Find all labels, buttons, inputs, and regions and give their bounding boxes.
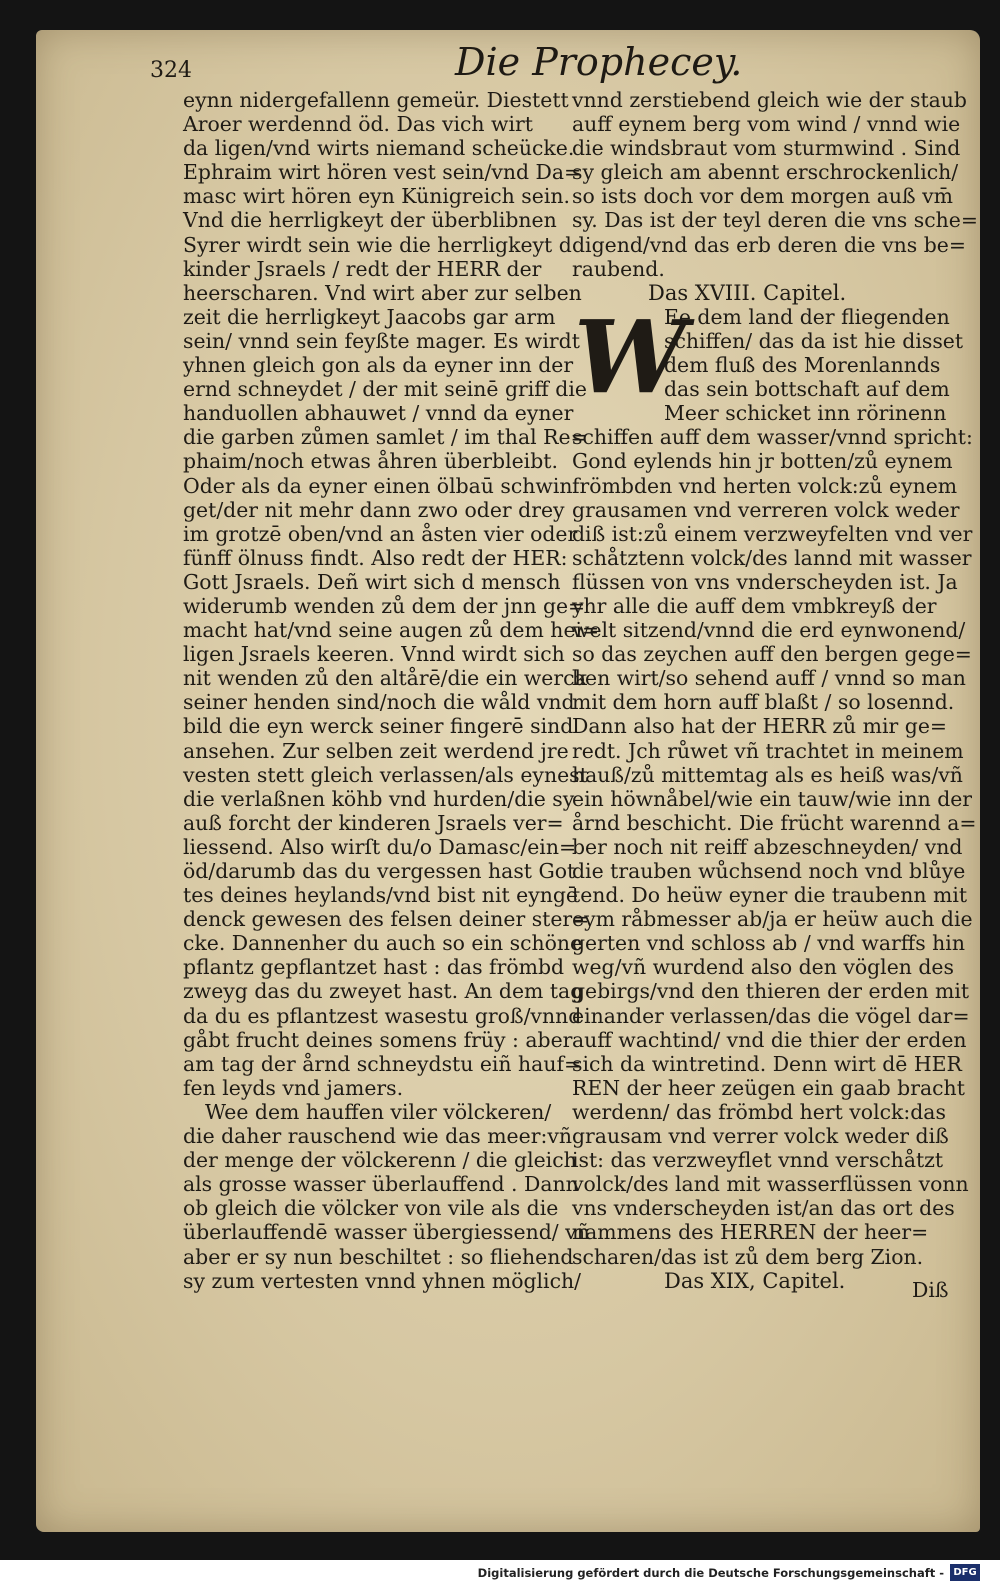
text-line: die garben zůmen samlet / im thal Re= (183, 425, 588, 450)
drop-cap-block (572, 297, 964, 426)
text-line: nit wenden zů den altårē/die ein werck (183, 666, 587, 691)
text-line: eynn nidergefallenn gemeür. Diestett (183, 88, 569, 112)
text-line: vns vnderscheyden ist/an das ort des (572, 1196, 955, 1221)
text-line: gåbt frucht deines somens früy : aber (183, 1027, 573, 1052)
text-line: raubend. (572, 256, 665, 281)
text-line: ist: das verzweyflet vnnd verschåtzt (572, 1148, 944, 1173)
text-line: einander verlassen/das die vögel dar= (572, 1003, 970, 1028)
text-line: redt. Jch růwet vñ trachtet in meinem (572, 738, 964, 763)
text-line: Aroer werdennd öd. Das vich wirt (183, 112, 533, 137)
text-line: sy zum vertesten vnnd yhnen möglich/ (183, 1268, 582, 1293)
text-line: hauß/zů mittemtag als es heiß was/vñ (572, 762, 963, 787)
text-line: grausamen vnd verreren volck weder (572, 497, 960, 522)
text-line: ber noch nit reiff abzeschneyden/ vnd (572, 834, 963, 859)
text-line: sein/ vnnd sein feyßte mager. Es wirdt (183, 328, 580, 353)
text-line: liessend. Also wirſt du/o Damasc/ein= (183, 834, 577, 859)
text-line: ein höwnåbel/wie ein tauw/wie inn der (572, 786, 973, 811)
text-line: als grosse wasser überlauffend . Dann (183, 1172, 579, 1197)
text-line: ernd schneydet / der mit seinē griff die (183, 377, 587, 402)
text-line: da ligen/vnd wirts niemand scheücke. (183, 136, 575, 161)
text-line: widerumb wenden zů dem der jnn ge= (183, 593, 586, 618)
text-line: das sein bottschaft auf dem (664, 377, 950, 402)
footer-bar (0, 1560, 1000, 1588)
text-line: seiner henden sind/noch die wåld vnd (183, 690, 575, 715)
text-line: Dann also hat der HERR zů mir ge= (572, 714, 947, 739)
text-line: frömbden vnd herten volck:zů eynem (572, 473, 958, 498)
text-line: masc wirt hören eyn Künigreich sein. (183, 184, 570, 209)
text-line: heerscharen. Vnd wirt aber zur selben (183, 280, 582, 305)
text-line: ben wirt/so sehend auff / vnnd so man (572, 666, 966, 691)
text-line: fünff ölnuss findt. Also redt der HER: (183, 545, 568, 570)
text-line: digend/vnd das erb deren die vns be= (572, 232, 966, 257)
catchword: Diß (912, 1278, 949, 1302)
dfg-logo: DFG (950, 1564, 980, 1581)
text-line: ansehen. Zur selben zeit werdend jre (183, 738, 569, 763)
text-line: am tag der årnd schneydstu eiñ hauf= (183, 1051, 582, 1076)
text-line: diß ist:zů einem verzweyfelten vnd ver (572, 521, 973, 546)
text-line: get/der nit mehr dann zwo oder drey (183, 497, 565, 522)
text-line: der menge der völckerenn / die gleich (183, 1148, 577, 1173)
text-line: REN der heer zeügen ein gaab bracht (572, 1075, 965, 1100)
text-line: bild die eyn werck seiner fingerē sind (183, 714, 574, 739)
text-line: im grotzē oben/vnd an åsten vier oder (183, 521, 578, 546)
page-number: 324 (150, 58, 192, 83)
text-line: werdenn/ das frömbd hert volck:das (572, 1099, 946, 1124)
text-line: årnd beschicht. Die frücht warennd a= (572, 810, 977, 835)
text-line: zweyg das du zweyet hast. An dem tag (183, 979, 584, 1004)
right-column-top-text (572, 88, 978, 281)
text-line: sy. Das ist der teyl deren die vns sche= (572, 208, 978, 233)
left-text-column (183, 88, 600, 1293)
text-line: fen leyds vnd jamers. (183, 1075, 404, 1100)
text-line: aber er sy nun beschiltet : so fliehend (183, 1244, 574, 1269)
text-line: nammens des HERREN der heer= (572, 1220, 929, 1245)
text-line: yhr alle die auff dem vmbkreyß der (572, 593, 937, 618)
text-line: ob gleich die völcker von vile als die (183, 1196, 559, 1221)
text-line: welt sitzend/vnnd die erd eynwonend/ (572, 618, 966, 643)
text-line: tes deines heylands/vnd bist nit eyngē (183, 883, 578, 908)
text-line: Oder als da eyner einen ölbaū schwin (183, 473, 573, 498)
text-line: sich da wintretind. Denn wirt dē HER (572, 1051, 962, 1076)
text-line: gebirgs/vnd den thieren der erden mit (572, 979, 970, 1004)
text-line: zeit die herrligkeyt Jaacobs gar arm (183, 304, 556, 329)
text-line: schåtztenn volck/des lannd mit wasser (572, 545, 972, 570)
text-line: cke. Dannenher du auch so ein schöne (183, 931, 583, 956)
text-line: Gond eylends hin jr botten/zů eynem (572, 449, 953, 474)
text-line: vnnd zerstiebend gleich wie der staub (572, 88, 967, 112)
right-text-column (572, 88, 978, 1293)
text-line: flüssen von vns vnderscheyden ist. Ja (572, 569, 958, 594)
text-line: Ee dem land der fliegenden (664, 304, 950, 329)
text-line: schiffen/ das da ist hie disset (664, 328, 964, 353)
text-line: die trauben wůchsend noch vnd blůye (572, 859, 966, 883)
text-line: so das zeychen auff den bergen gege= (572, 642, 972, 667)
chapter-heading-18: Das XVIII. Capitel. (648, 280, 847, 305)
right-column-bottom-text (572, 425, 977, 1269)
text-line: öd/darumb das du vergessen hast Got (183, 859, 576, 883)
text-line: volck/des land mit wasserflüssen vonn (572, 1172, 969, 1197)
text-line: eym råbmesser ab/ja er heüw auch die (572, 907, 973, 932)
text-line: ligen Jsraels keeren. Vnnd wirdt sich (183, 642, 565, 667)
text-line: auß forcht der kinderen Jsraels ver= (183, 810, 564, 835)
text-line: Vnd die herrligkeyt der überblibnen (183, 208, 557, 233)
text-line: weg/vñ wurdend also den vöglen des (572, 955, 954, 980)
text-line: grausam vnd verrer volck weder diß (572, 1124, 949, 1149)
text-line: da du es pflantzest wasestu groß/vnnd (183, 1003, 582, 1028)
text-line: die windsbraut vom sturmwind . Sind (572, 136, 961, 161)
text-line: dem fluß des Morenlannds (664, 353, 941, 378)
text-line: überlauffendē wasser übergiessend/ vñ (183, 1220, 590, 1245)
text-line: die daher rauschend wie das meer:vñ (183, 1124, 572, 1149)
text-line: Gott Jsraels. Deñ wirt sich d mensch (183, 569, 561, 594)
text-line: pflantz gepflantzet hast : das frömbd (183, 955, 565, 980)
text-line: Ephraim wirt hören vest sein/vnd Da= (183, 160, 582, 185)
text-line: die verlaßnen köhb vnd hurden/die sy (183, 786, 575, 811)
text-line: Wee dem hauffen viler völckeren/ (205, 1099, 552, 1124)
text-line: auff wachtind/ vnd die thier der erden (572, 1027, 967, 1052)
text-line: handuollen abhauwet / vnnd da eyner (183, 401, 574, 426)
text-line: scharen/das ist zů dem berg Zion. (572, 1244, 924, 1269)
text-line: vesten stett gleich verlassen/als eynest (183, 762, 588, 787)
text-line: yhnen gleich gon als da eyner inn der (183, 353, 574, 378)
text-line: denck gewesen des felsen deiner ster= (183, 907, 590, 932)
text-line: phaim/noch etwas åhren überbleibt. (183, 449, 558, 474)
text-line: sy gleich am abennt erschrockenlich/ (572, 160, 959, 185)
text-line: schiffen auff dem wasser/vnnd spricht: (572, 425, 973, 450)
text-line: gerten vnd schloss ab / vnd warffs hin (572, 931, 965, 956)
footer-credit: Digitalisierung gefördert durch die Deutsche Forschungsgemeinschaft - (477, 1566, 944, 1580)
chapter-heading-19: Das XIX, Capitel. (664, 1268, 846, 1293)
running-head: Die Prophecey. (455, 40, 743, 84)
text-line: auff eynem berg vom wind / vnnd wie (572, 112, 961, 137)
drop-cap-letter: W (574, 297, 687, 416)
text-line: mit dem horn auff blaßt / so losennd. (572, 690, 955, 715)
text-line: Meer schicket inn rörinenn (664, 401, 947, 426)
text-line: macht hat/vnd seine augen zů dem hei= (183, 618, 600, 643)
text-line: so ists doch vor dem morgen auß vm̄ (572, 184, 954, 209)
text-line: tend. Do heüw eyner die traubenn mit (572, 883, 968, 908)
text-line: Syrer wirdt sein wie die herrligkeyt d (183, 232, 572, 257)
text-line: kinder Jsraels / redt der HERR der (183, 256, 542, 281)
